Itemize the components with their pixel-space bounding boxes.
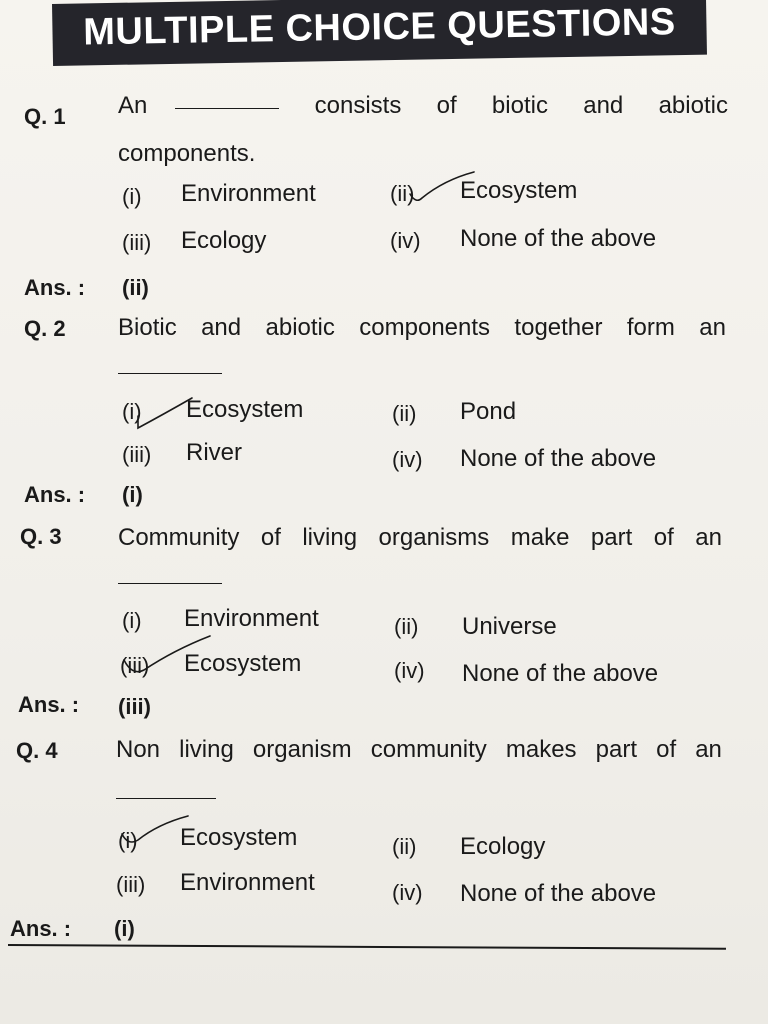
answer-value: (i) — [122, 482, 143, 507]
answer-value: (i) — [114, 916, 135, 941]
option-number: (ii) — [394, 614, 419, 639]
option-number: (iv) — [392, 880, 423, 905]
tick-mark-icon — [118, 812, 198, 852]
question-number: Q. 4 — [16, 738, 58, 763]
answer-blank — [175, 108, 279, 109]
option-text: Ecosystem — [180, 824, 298, 851]
question-stem-line2: components. — [118, 140, 256, 167]
question-stem — [118, 92, 728, 120]
option-number: (ii) — [392, 834, 417, 859]
page-title: MULTIPLE CHOICE QUESTIONS — [82, 1, 676, 54]
option-text: Ecology — [460, 833, 546, 860]
answer-label: Ans. : — [18, 692, 80, 717]
option-text: None of the above — [460, 225, 657, 252]
option-number: (iii) — [122, 230, 152, 255]
tick-mark-icon — [408, 168, 478, 208]
option-text: Pond — [460, 398, 517, 425]
stem-word: living — [302, 524, 358, 551]
stem-word: part — [590, 524, 633, 551]
title-banner — [52, 0, 707, 66]
stem-word: make — [510, 524, 570, 551]
option-number: (iv) — [394, 658, 425, 683]
option-text: None of the above — [462, 660, 659, 687]
stem-word: Biotic — [118, 314, 177, 341]
option-text: Universe — [462, 613, 557, 640]
answer-blank — [118, 373, 222, 374]
stem-word: An — [118, 92, 148, 119]
option-text: Environment — [181, 180, 316, 207]
stem-word: abiotic — [265, 314, 335, 341]
stem-word: together — [514, 314, 603, 341]
answer-label: Ans. : — [24, 275, 86, 300]
option-text: Environment — [180, 869, 315, 896]
option-text: None of the above — [460, 445, 657, 472]
stem-word: consists — [314, 92, 402, 119]
answer-blank — [116, 798, 216, 799]
option-number: (iv) — [392, 447, 423, 472]
option-number: (ii) — [392, 401, 417, 426]
stem-word: of — [653, 524, 674, 551]
option-number: (iii) — [116, 872, 146, 897]
option-text: Ecosystem — [460, 177, 578, 204]
option-number: (i) — [122, 399, 142, 424]
question-stem — [116, 736, 722, 764]
option-number: (iv) — [390, 228, 421, 253]
stem-word: biotic — [491, 92, 548, 119]
answer-blank — [118, 583, 222, 584]
option-text: Ecosystem — [184, 650, 302, 677]
bottom-divider — [8, 944, 726, 950]
option-number: (i) — [122, 184, 142, 209]
tick-mark-icon — [134, 394, 214, 434]
stem-word: makes — [505, 736, 577, 763]
stem-word: living — [179, 736, 234, 763]
question-number: Q. 2 — [24, 316, 66, 341]
answer-label: Ans. : — [10, 916, 72, 941]
option-text: Environment — [184, 605, 319, 632]
stem-word: and — [201, 314, 242, 341]
answer-value: (ii) — [122, 275, 149, 300]
tick-mark-icon — [118, 632, 218, 680]
question-stem — [118, 314, 726, 342]
answer-label: Ans. : — [24, 482, 86, 507]
stem-word: organism — [252, 736, 352, 763]
option-number: (i) — [118, 828, 138, 853]
stem-word: of — [260, 524, 281, 551]
option-number: (i) — [122, 608, 142, 633]
stem-word: of — [436, 92, 457, 119]
stem-word: an — [695, 524, 722, 551]
stem-word: an — [699, 314, 726, 341]
stem-word: organisms — [378, 524, 490, 551]
stem-word: part — [595, 736, 637, 763]
question-number: Q. 3 — [20, 524, 62, 549]
option-text: River — [186, 439, 243, 466]
question-stem — [118, 524, 722, 552]
stem-word: community — [370, 736, 487, 763]
option-number: (iii) — [122, 442, 152, 467]
stem-word: of — [656, 736, 677, 763]
question-number: Q. 1 — [24, 104, 66, 129]
option-text: Ecosystem — [186, 396, 304, 423]
option-text: Ecology — [181, 227, 267, 254]
stem-word: abiotic — [658, 92, 728, 119]
answer-value: (iii) — [118, 694, 151, 719]
stem-word: and — [583, 92, 624, 119]
option-text: None of the above — [460, 880, 657, 907]
option-number: (ii) — [390, 181, 415, 206]
stem-word: Community — [118, 524, 240, 551]
stem-word: an — [695, 736, 722, 763]
stem-word: Non — [116, 736, 161, 763]
stem-word: components — [359, 314, 491, 341]
stem-word: form — [626, 314, 675, 341]
option-number: (iii) — [120, 653, 150, 678]
